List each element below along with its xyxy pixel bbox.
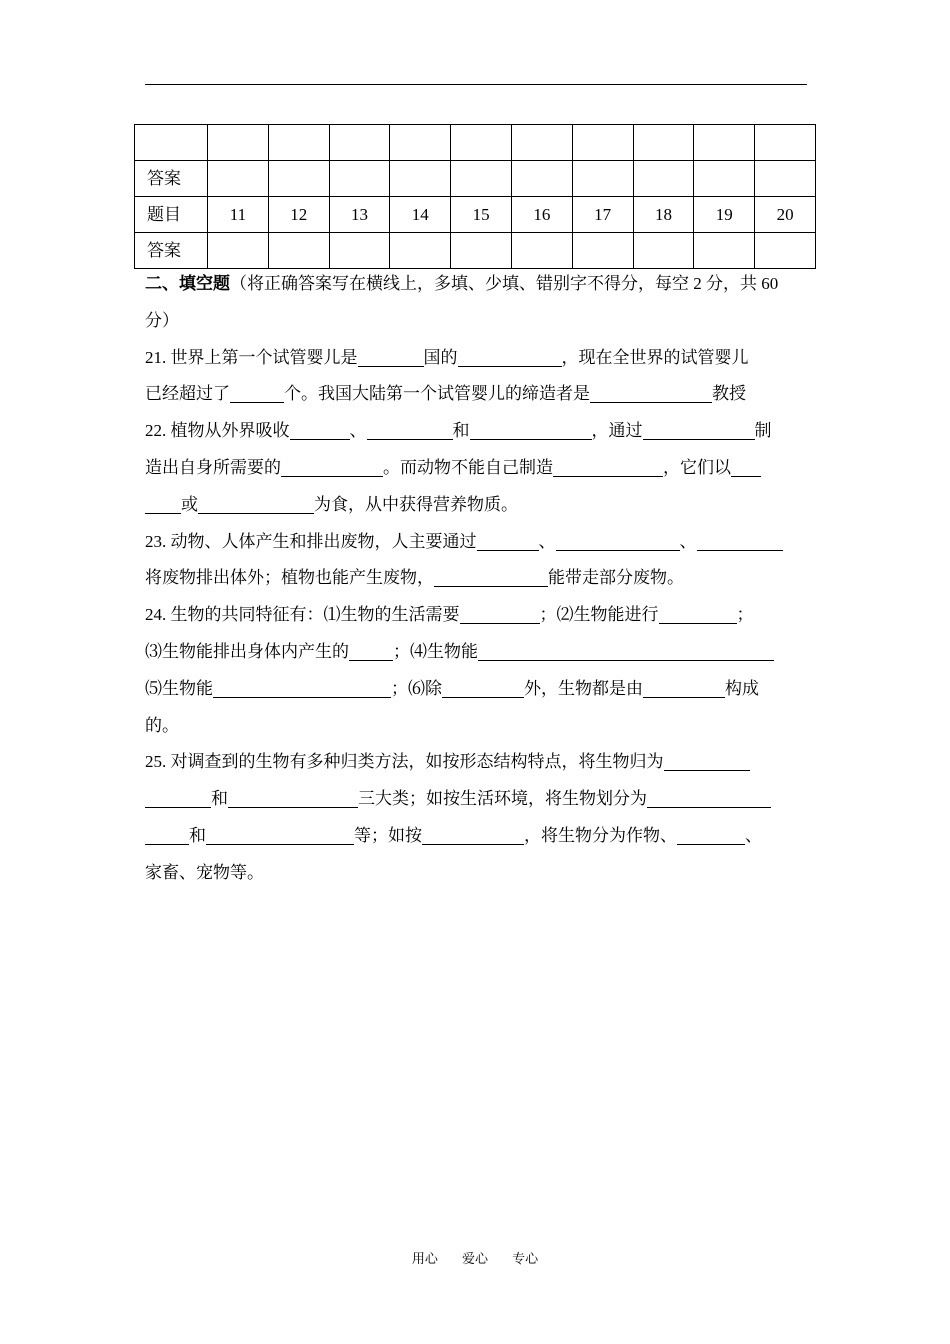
- question-text: ⑶生物能排出身体内产生的: [145, 641, 349, 661]
- answer-blank[interactable]: [470, 417, 592, 440]
- question-number: 11: [208, 197, 269, 233]
- answer-cell: [755, 161, 816, 197]
- answer-blank[interactable]: [477, 528, 539, 551]
- answer-cell: [208, 161, 269, 197]
- page-footer: [0, 1248, 950, 1267]
- question-23-line1: [145, 524, 807, 561]
- question-text: 将废物排出体外；植物也能产生废物，: [145, 568, 434, 588]
- answer-blank[interactable]: [228, 785, 358, 808]
- answer-blank[interactable]: [434, 564, 548, 587]
- question-number: 12: [268, 197, 329, 233]
- answer-blank[interactable]: [281, 454, 383, 477]
- question-text: 、: [538, 531, 556, 551]
- table-row: [135, 125, 816, 161]
- answer-cell[interactable]: [511, 233, 572, 269]
- question-text: 、: [745, 825, 762, 845]
- answer-cell: [268, 125, 329, 161]
- question-text: 的。: [145, 715, 179, 735]
- answer-blank[interactable]: [643, 675, 725, 698]
- question-text: 21. 世界上第一个试管婴儿是: [145, 347, 358, 367]
- footer-text: 用心: [411, 1252, 438, 1267]
- question-25-line2: [145, 781, 807, 818]
- question-text: 能带走部分废物。: [548, 568, 684, 588]
- question-22-line1: [145, 413, 807, 450]
- question-22-line2: [145, 450, 807, 487]
- answer-blank[interactable]: [230, 380, 284, 403]
- answer-cell: [390, 125, 451, 161]
- answer-blank[interactable]: [145, 491, 181, 514]
- question-text: 为食，从中获得营养物质。: [314, 494, 518, 514]
- question-text: ⑸生物能: [145, 678, 213, 698]
- answer-blank[interactable]: [145, 785, 211, 808]
- question-text: 等；如按: [354, 825, 422, 845]
- question-24-line1: [145, 597, 807, 634]
- question-text: 和: [189, 825, 206, 845]
- question-23-line2: [145, 560, 807, 597]
- answer-table: [134, 124, 816, 269]
- question-text: 24. 生物的共同特征有：⑴生物的生活需要: [145, 605, 460, 625]
- answer-cell: [694, 125, 755, 161]
- question-24-line2: [145, 634, 807, 671]
- question-number: 18: [633, 197, 694, 233]
- answer-blank[interactable]: [677, 822, 745, 845]
- answer-cell[interactable]: [451, 233, 512, 269]
- answer-cell: [572, 125, 633, 161]
- answer-blank[interactable]: [206, 822, 354, 845]
- question-21-line2: [145, 376, 807, 413]
- question-text: 个。我国大陆第一个试管婴儿的缔造者是: [284, 384, 590, 404]
- footer-text: 爱心: [461, 1252, 488, 1267]
- answer-cell: [755, 125, 816, 161]
- question-text: 外，生物都是由: [524, 678, 643, 698]
- question-22-line3: [145, 487, 807, 524]
- answer-cell: [694, 161, 755, 197]
- answer-cell: [511, 125, 572, 161]
- section-instruction-cont: 分）: [145, 310, 179, 330]
- answer-blank[interactable]: [442, 675, 524, 698]
- answer-blank[interactable]: [213, 675, 391, 698]
- question-text: ，现在全世界的试管婴儿: [561, 347, 749, 367]
- question-number: 19: [694, 197, 755, 233]
- question-text: 制: [754, 421, 772, 441]
- question-text: ；⑹除: [391, 678, 442, 698]
- question-number: 15: [451, 197, 512, 233]
- answer-blank[interactable]: [664, 748, 750, 771]
- question-text: 家畜、宠物等。: [145, 862, 264, 882]
- question-text: 25. 对调查到的生物有多种归类方法，如按形态结构特点，将生物归为: [145, 752, 664, 772]
- row-label: 答案: [135, 233, 208, 269]
- answer-cell[interactable]: [694, 233, 755, 269]
- answer-cell: [511, 161, 572, 197]
- section-title: 二、填空题: [145, 274, 230, 293]
- row-label: 答案: [135, 161, 208, 197]
- answer-cell[interactable]: [390, 233, 451, 269]
- answer-cell[interactable]: [208, 233, 269, 269]
- question-text: 或: [181, 494, 198, 514]
- row-label: 题目: [135, 197, 208, 233]
- answer-cell[interactable]: [268, 233, 329, 269]
- answer-cell[interactable]: [633, 233, 694, 269]
- answer-blank[interactable]: [358, 344, 424, 367]
- answer-cell: [268, 161, 329, 197]
- answer-cell: [451, 125, 512, 161]
- section-instruction: （将正确答案写在横线上，多填、少填、错别字不得分，每空 2 分，共 60: [230, 274, 779, 293]
- question-text: 、: [349, 421, 367, 441]
- answer-blank[interactable]: [367, 417, 453, 440]
- question-25-line4: [145, 855, 807, 892]
- question-21-line1: [145, 340, 807, 377]
- answer-cell: [390, 161, 451, 197]
- answer-cell: [329, 161, 390, 197]
- question-25-line3: [145, 818, 807, 855]
- answer-blank[interactable]: [647, 785, 771, 808]
- question-24-line4: [145, 708, 807, 745]
- question-text: 、: [679, 531, 697, 551]
- answer-blank[interactable]: [198, 491, 314, 514]
- question-number: 20: [755, 197, 816, 233]
- section-heading-cont: [145, 303, 807, 340]
- answer-blank[interactable]: [422, 822, 524, 845]
- answer-cell[interactable]: [755, 233, 816, 269]
- question-text: 。而动物不能自己制造: [383, 457, 553, 477]
- answer-blank[interactable]: [458, 344, 562, 367]
- answer-blank[interactable]: [349, 638, 393, 661]
- fill-in-section: [145, 266, 807, 892]
- answer-cell[interactable]: [329, 233, 390, 269]
- question-text: 和: [211, 789, 228, 809]
- answer-blank[interactable]: [145, 822, 189, 845]
- answer-blank[interactable]: [659, 601, 737, 624]
- answer-cell: [208, 125, 269, 161]
- answer-blank[interactable]: [556, 528, 680, 551]
- question-25-line1: [145, 744, 807, 781]
- row-label: [135, 125, 208, 161]
- answer-blank[interactable]: [697, 528, 783, 551]
- section-heading: [145, 266, 807, 303]
- answer-blank[interactable]: [460, 601, 540, 624]
- question-text: 23. 动物、人体产生和排出废物，人主要通过: [145, 531, 477, 551]
- answer-blank[interactable]: [643, 417, 755, 440]
- question-number: 17: [572, 197, 633, 233]
- question-text: 构成: [725, 678, 759, 698]
- question-text: ，通过: [591, 421, 643, 441]
- question-text: ；⑷生物能: [393, 641, 478, 661]
- answer-cell[interactable]: [572, 233, 633, 269]
- header-rule: [145, 84, 807, 85]
- table-row: [135, 233, 816, 269]
- table-row: [135, 197, 816, 233]
- answer-cell: [633, 125, 694, 161]
- question-text: 已经超过了: [145, 384, 230, 404]
- question-text: 和: [452, 421, 470, 441]
- answer-blank[interactable]: [290, 417, 350, 440]
- answer-blank[interactable]: [731, 454, 761, 477]
- question-text: ；: [736, 605, 754, 625]
- answer-cell: [451, 161, 512, 197]
- question-text: 三大类；如按生活环境，将生物划分为: [358, 789, 647, 809]
- question-text: 22. 植物从外界吸收: [145, 421, 290, 441]
- question-number: 13: [329, 197, 390, 233]
- answer-cell: [329, 125, 390, 161]
- question-24-line3: [145, 671, 807, 708]
- answer-blank[interactable]: [590, 380, 712, 403]
- question-text: ，它们以: [663, 457, 731, 477]
- answer-blank[interactable]: [478, 638, 774, 661]
- question-text: 造出自身所需要的: [145, 457, 281, 477]
- question-text: ，将生物分为作物、: [524, 825, 677, 845]
- footer-text: 专心: [512, 1252, 539, 1267]
- question-text: ；⑵生物能进行: [539, 605, 659, 625]
- answer-cell: [572, 161, 633, 197]
- table-row: [135, 161, 816, 197]
- question-text: 教授: [712, 384, 746, 404]
- question-number: 16: [511, 197, 572, 233]
- question-number: 14: [390, 197, 451, 233]
- answer-cell: [633, 161, 694, 197]
- answer-blank[interactable]: [553, 454, 663, 477]
- question-text: 国的: [423, 347, 458, 367]
